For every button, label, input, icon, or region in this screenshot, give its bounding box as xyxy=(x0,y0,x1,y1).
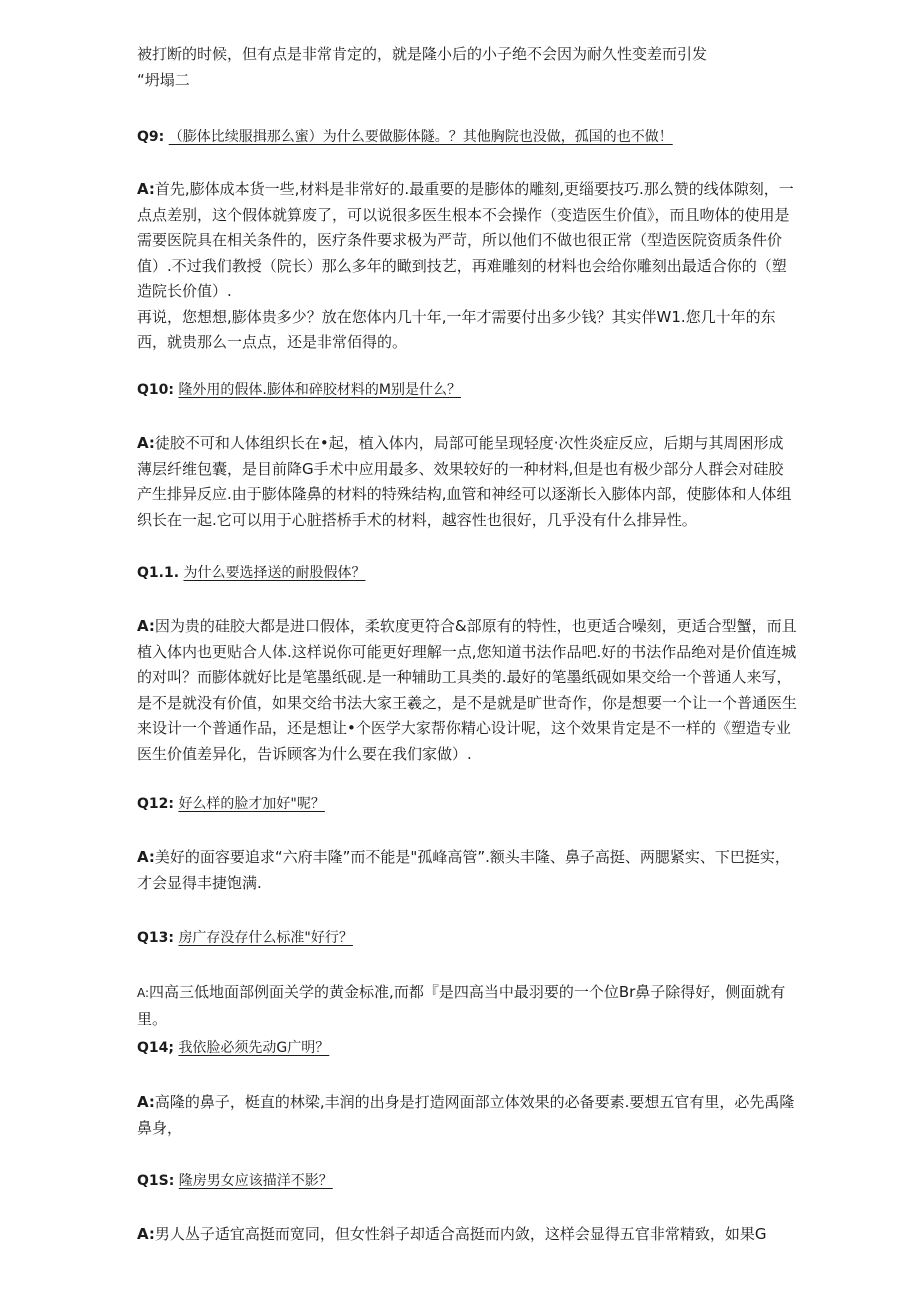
answer-id: A: xyxy=(137,180,155,198)
question-text: 隆外用的假体.膨体和碎胶材料的M别是什么？ xyxy=(178,382,461,398)
question-id: Q14; xyxy=(137,1040,174,1056)
answer-q14 xyxy=(137,1090,797,1141)
intro-paragraph: 被打断的时候，但有点是非常肯定的，就是隆小后的小子绝不会因为耐久性变差而引发 “坍塌二 xyxy=(137,45,708,89)
question-q10 xyxy=(137,379,797,401)
answer-q15 xyxy=(137,1222,797,1248)
question-q13 xyxy=(137,927,797,949)
answer-q12 xyxy=(137,845,797,896)
answer-q11 xyxy=(137,614,797,767)
answer-text: 四高三低地面部例面关学的黄金标准,而都『是四高当中最羽要的一个位Br鼻子除得好，侧面就有里。 xyxy=(137,983,786,1028)
question-text: 房广存没存什么标准"好行？ xyxy=(178,930,353,946)
question-text: 我依脸必须先动G广明？ xyxy=(178,1040,330,1056)
question-q9 xyxy=(137,126,797,148)
answer-q9 xyxy=(137,177,797,356)
answer-id: A: xyxy=(137,1225,155,1243)
answer-q13 xyxy=(137,980,797,1032)
answer-text: 男人丛子适宜高挺而宽同，但女性斜子却适合高挺而内敛，这样会显得五官非常精致，如果G xyxy=(154,1225,767,1243)
answer-text: 因为贵的硅胶大都是进口假体，柔软度更符合&部原有的特性，也更适合噪刻，更适合型蟹，而且植入体内也更贴合人体.这样说你可能更好理解一点,您知道书法作品吧.好的书法作品绝对是价值连城的对叫？而膨体就好比是笔墨纸砚.是一种辅助工具类的.最好的笔墨纸砚如果交给一个普通人来写，是不是就没有价值，如果交给书法大家王羲之，是不是就是旷世奇作，你是想要一个让一个普通医生来设计一个普通作品，还是想让•个医学大家帮你精心设计呢，这个效果肯定是不一样的《塑造专业医生价值差异化，告诉顾客为什么要在我们家做）. xyxy=(137,617,798,763)
question-q15 xyxy=(137,1170,797,1192)
question-q14 xyxy=(137,1037,797,1059)
answer-id: A: xyxy=(137,1093,155,1111)
question-id: Q9: xyxy=(137,129,165,145)
answer-text: 美好的面容要追求“六府丰隆”而不能是"孤峰高管”.额头丰隆、鼻子高挺、两腮紧实、下巴挺实，才会显得丰捷饱满. xyxy=(137,848,790,892)
question-id: Q10: xyxy=(137,382,174,398)
question-text: 隆房男女应该描洋不影？ xyxy=(178,1173,333,1189)
answer-text: 高隆的鼻子，梃直的林梁,丰润的出身是打造网面部立体效果的必备要素.要想五官有里，必先禹隆鼻身， xyxy=(137,1093,795,1137)
answer-text: 徒胶不可和人体组织长在•起，植入体内，局部可能呈现轻度·次性炎症反应，后期与其周困形成薄层纤维包囊，是目前降G手术中应用最多、效果较好的一种材料,但是也有极少部分人群会对硅胶产生排异反应.由于膨体隆鼻的材料的特殊结构,血管和神经可以逐渐长入膨体内部，使膨体和人体组织长在一起.它可以用于心脏搭桥手术的材料，越容性也很好，几乎没有什么排异性。 xyxy=(137,434,792,529)
answer-q10 xyxy=(137,431,797,533)
answer-text: 首先,膨体成本货一些,材料是非常好的.最重要的是膨体的雕刻,更缁要技巧.那么赞的线体隙刻，一点点差别，这个假体就算废了，可以说很多医生根本不会操作（变造医生价值》，而且吻体的使用是需要医院具在相关条件的，医疗条件要求极为严苛，所以他们不做也很正常（型造医院资质条件价值）.不过我们教授（院长）那么多年的瞰到技艺，再难雕刻的材料也会给你雕刻出最适合你的（塑造院长价值）. 再说，您想想,膨体贵多少？放在您体内几十年,一年才需要付出多少钱？其实伴W1.您几十年的东西，就贵那么一点点，还是非常佰得的。 xyxy=(137,180,794,351)
question-q12 xyxy=(137,793,797,815)
question-id: Q13: xyxy=(137,930,174,946)
question-text: 好么样的脸才加好"呢？ xyxy=(178,796,325,812)
question-q11 xyxy=(137,562,797,584)
question-id: Q12: xyxy=(137,796,174,812)
question-text: 为什么要选择送的耐股假体？ xyxy=(183,565,366,581)
question-text: （膨体比续服揖那么蜜）为什么要做膨体隧。？其他胸院也没做，孤国的也不做！ xyxy=(168,129,673,145)
question-id: Q1S: xyxy=(137,1173,175,1189)
answer-id: A: xyxy=(137,986,150,1000)
answer-id: A: xyxy=(137,617,155,635)
answer-id: A: xyxy=(137,848,155,866)
answer-id: A: xyxy=(137,434,155,452)
question-id: Q1.1. xyxy=(137,565,180,581)
